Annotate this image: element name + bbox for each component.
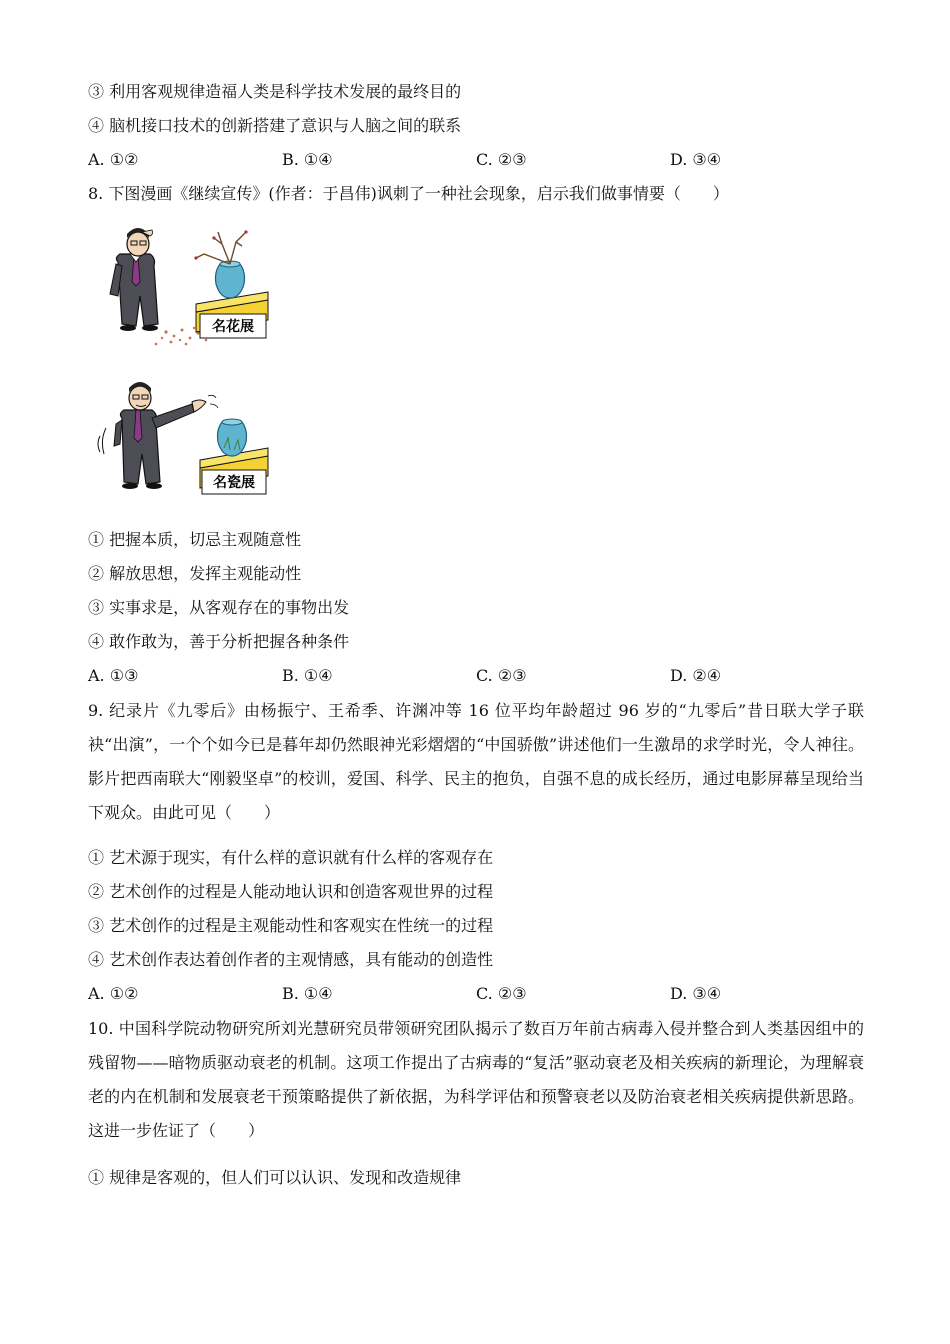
q9-options: [88, 984, 864, 1004]
q7-option-b[interactable]: B. ①④: [282, 150, 333, 169]
q8-statement-1: ① 把握本质，切忌主观随意性: [88, 530, 302, 549]
q9-option-b[interactable]: B. ①④: [282, 984, 333, 1003]
q9-statement-2: ② 艺术创作的过程是人能动地认识和创造客观世界的过程: [88, 882, 494, 901]
q8-statement-2: ② 解放思想，发挥主观能动性: [88, 564, 302, 583]
panel1-sign-label: 名花展: [212, 319, 254, 335]
q9-option-a[interactable]: A. ①②: [88, 984, 139, 1003]
q8-statement-4: ④ 敢作敢为，善于分析把握各种条件: [88, 632, 350, 651]
q9-stem: 9. 纪录片《九零后》由杨振宁、王希季、许渊冲等 16 位平均年龄超过 96 岁的“九零后”昔日联大学子联袂“出演”，一个个如今已是暮年却仍然眼神光彩熠熠的“中国骄傲”讲述他们一生激昂的求学时光，令人神往。影片把西南联大“刚毅坚卓”的校训，爱国、科学、民主的抱负，自强不息的成长经历，通过电影屏幕呈现给当下观众。由此可见（ ）: [88, 701, 864, 822]
q10-stem: 10. 中国科学院动物研究所刘光慧研究员带领研究团队揭示了数百万年前古病毒入侵并整合到人类基因组中的残留物——暗物质驱动衰老的机制。这项工作提出了古病毒的“复活”驱动衰老及相关疾病的新理论，为理解衰老的内在机制和发展衰老干预策略提供了新依据，为科学评估和预警衰老以及防治衰老相关疾病提供新思路。这进一步佐证了（ ）: [88, 1019, 864, 1140]
q8-option-a[interactable]: A. ①③: [88, 666, 139, 685]
q7-statement-3: ③ 利用客观规律造福人类是科学技术发展的最终目的: [88, 82, 462, 101]
q7-option-c[interactable]: C. ②③: [476, 150, 527, 169]
q8-option-b[interactable]: B. ①④: [282, 666, 333, 685]
q9-statement-3: ③ 艺术创作的过程是主观能动性和客观实在性统一的过程: [88, 916, 494, 935]
q8-cartoon-panel-1: [96, 224, 272, 352]
q8-option-d[interactable]: D. ②④: [670, 666, 722, 685]
cartoon-flower-show-illustration: [96, 224, 272, 352]
q8-statement-3: ③ 实事求是，从客观存在的事物出发: [88, 598, 350, 617]
q9-statement-4: ④ 艺术创作表达着创作者的主观情感，具有能动的创造性: [88, 950, 494, 969]
q8-options: [88, 666, 864, 686]
q7-option-d[interactable]: D. ③④: [670, 150, 722, 169]
q8-stem: 8. 下图漫画《继续宣传》(作者：于昌伟)讽刺了一种社会现象，启示我们做事情要（ ）: [88, 184, 729, 203]
q9-option-c[interactable]: C. ②③: [476, 984, 527, 1003]
q7-option-a[interactable]: A. ①②: [88, 150, 139, 169]
q8-option-c[interactable]: C. ②③: [476, 666, 527, 685]
q9-statement-1: ① 艺术源于现实，有什么样的意识就有什么样的客观存在: [88, 848, 494, 867]
cartoon-porcelain-show-illustration: [96, 378, 272, 506]
q10-statement-1: ① 规律是客观的，但人们可以认识、发现和改造规律: [88, 1168, 462, 1187]
q8-cartoon-panel-2: [96, 378, 272, 506]
q7-options: [88, 150, 864, 170]
q9-option-d[interactable]: D. ③④: [670, 984, 722, 1003]
q7-statement-4: ④ 脑机接口技术的创新搭建了意识与人脑之间的联系: [88, 116, 462, 135]
panel2-sign-label: 名瓷展: [213, 475, 255, 491]
